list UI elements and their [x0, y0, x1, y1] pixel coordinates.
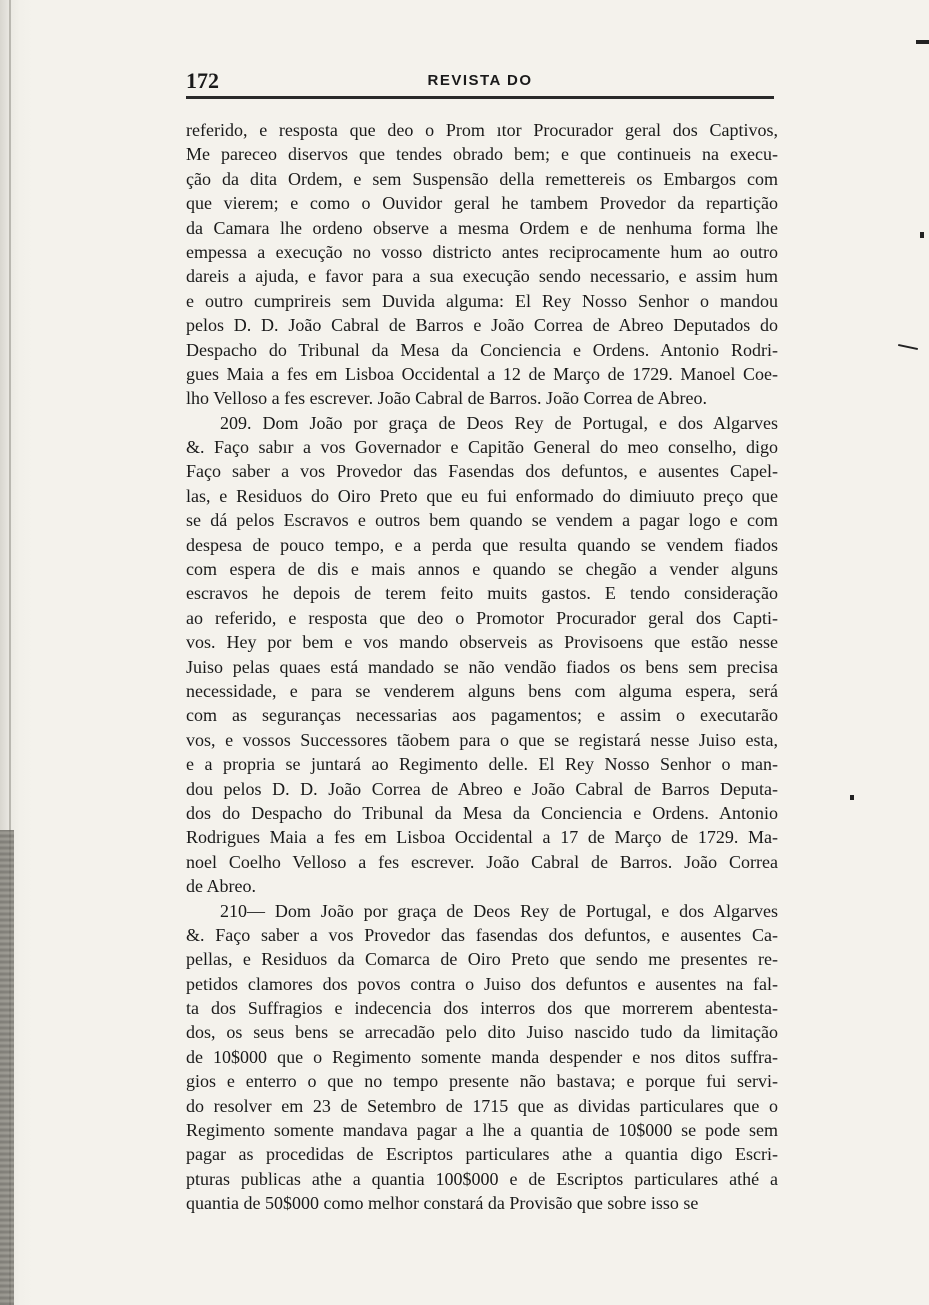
text-line: escravos he depois de terem feito muits gastos. E tendo consideração: [186, 583, 778, 604]
header-rule: [186, 96, 774, 99]
page-header: [186, 66, 774, 96]
text-line: quantia de 50$000 como melhor constará da Provisão que sobre isso se: [186, 1193, 699, 1214]
text-line: dareis a ajuda, e favor para a sua execução sendo necessario, e assim hum: [186, 266, 778, 287]
text-line: las, e Residuos do Oiro Preto que eu fui enformado do dimiuuto preço que: [186, 485, 778, 506]
text-line: com espera de dis e mais annos e quando se chegão a vender alguns: [186, 559, 778, 580]
text-line: vos. Hey por bem e vos mando observeis as Provisoens que estão nesse: [186, 632, 778, 653]
margin-mark: [850, 795, 854, 800]
text-line: de Abreo.: [186, 876, 256, 897]
text-line: pagar as procedidas de Escriptos particulares athe a quantia digo Escri-: [186, 1144, 778, 1165]
gutter-shadow: [0, 830, 14, 1305]
text-line: do resolver em 23 de Setembro de 1715 que as dividas particulares que o: [186, 1095, 778, 1116]
paragraph: [186, 899, 778, 1216]
text-line: noel Coelho Velloso a fes escrever. João Cabral de Barros. João Correa: [186, 851, 778, 872]
text-line: dou pelos D. D. João Correa de Abreo e João Cabral de Barros Deputa-: [186, 778, 778, 799]
text-line: Faço saber a vos Provedor das Fasendas dos defuntos, e ausentes Capel-: [186, 461, 778, 482]
paragraph: [186, 411, 778, 899]
body-text: [186, 118, 778, 1216]
text-line: Regimento somente mandava pagar a lhe a quantia de 10$000 se pode sem: [186, 1120, 778, 1141]
text-line: vos, e vossos Successores tãobem para o que se registará nesse Juiso esta,: [186, 729, 778, 750]
text-line: Juiso pelas quaes está mandado se não vendão fiados os bens sem precisa: [186, 656, 778, 677]
paragraph: [186, 118, 778, 411]
text-line: que vierem; e como o Ouvidor geral he tambem Provedor da repartição: [186, 193, 778, 214]
text-line: despesa de pouco tempo, e a perda que resulta quando se vendem fiados: [186, 534, 778, 555]
text-line: &. Faço sabır a vos Governador e Capitão General do meo conselho, digo: [186, 437, 778, 458]
margin-mark: [916, 40, 929, 44]
text-line: Despacho do Tribunal da Mesa da Conciencia e Ordens. Antonio Rodri-: [186, 339, 778, 360]
text-line: ta dos Suffragios e indecencia dos interros dos que morrerem abentesta-: [186, 998, 778, 1019]
text-line: ção da dita Ordem, e sem Suspensão della remettereis os Embargos com: [186, 168, 778, 189]
text-line: referido, e resposta que deo o Prom ıtor Procurador geral dos Captivos,: [186, 120, 778, 140]
text-line: e a propria se juntará ao Regimento delle. El Rey Nosso Senhor o man-: [186, 754, 778, 775]
text-line: pellas, e Residuos da Comarca de Oiro Preto que sendo me presentes re-: [186, 949, 778, 970]
text-line: gues Maia a fes em Lisboa Occidental a 12 de Março de 1729. Manoel Coe-: [186, 363, 778, 384]
page-number: 172: [186, 68, 219, 93]
margin-mark: [898, 344, 918, 350]
margin-mark: [920, 232, 924, 238]
text-line: petidos clamores dos povos contra o Juiso dos defuntos e ausentes na fal-: [186, 973, 778, 994]
text-line: Me pareceo diservos que tendes obrado bem; e que continueis na execu-: [186, 144, 778, 165]
text-line: da Camara lhe ordeno observe a mesma Ordem e de nenhuma forma lhe: [186, 217, 778, 238]
text-line: &. Faço saber a vos Provedor das fasendas dos defuntos, e ausentes Ca-: [186, 924, 778, 945]
running-title: REVISTA DO: [427, 72, 533, 89]
text-line: necessidade, e para se venderem alguns bens com alguma espera, será: [186, 680, 778, 701]
text-line: e outro cumprireis sem Duvida alguma: El Rey Nosso Senhor o mandou: [186, 290, 778, 311]
text-line: ao referido, e resposta que deo o Promotor Procurador geral dos Capti-: [186, 607, 778, 628]
text-line: de 10$000 que o Regimento somente manda despender e nos ditos suffra-: [186, 1046, 778, 1067]
text-line: dos do Despacho do Tribunal da Mesa da Conciencia e Ordens. Antonio: [186, 802, 778, 823]
text-line: pelos D. D. João Cabral de Barros e João Correa de Abreo Deputados do: [186, 315, 778, 336]
text-line: empessa a execução no vosso districto antes reciprocamente hum ao outro: [186, 241, 778, 262]
text-line: se dá pelos Escravos e outros bem quando se vendem a pagar logo e com: [186, 510, 778, 531]
text-line: pturas publicas athe a quantia 100$000 e de Escriptos particulares athé a: [186, 1168, 778, 1189]
text-line: gios e enterro o que no tempo presente não bastava; e porque fui servi-: [186, 1071, 778, 1092]
text-line: 209. Dom João por graça de Deos Rey de Portugal, e dos Algarves: [220, 412, 778, 433]
text-line: com as seguranças necessarias aos pagamentos; e assim o executarão: [186, 705, 778, 726]
text-line: lho Velloso a fes escrever. João Cabral de Barros. João Correa de Abreo.: [186, 388, 708, 409]
text-line: Rodrigues Maia a fes em Lisboa Occidental a 17 de Março de 1729. Ma-: [186, 827, 778, 848]
text-line: 210— Dom João por graça de Deos Rey de Portugal, e dos Algarves: [220, 900, 778, 921]
text-line: dos, os seus bens se arrecadão pelo dito Juiso nascido tudo da limitação: [186, 1022, 778, 1043]
